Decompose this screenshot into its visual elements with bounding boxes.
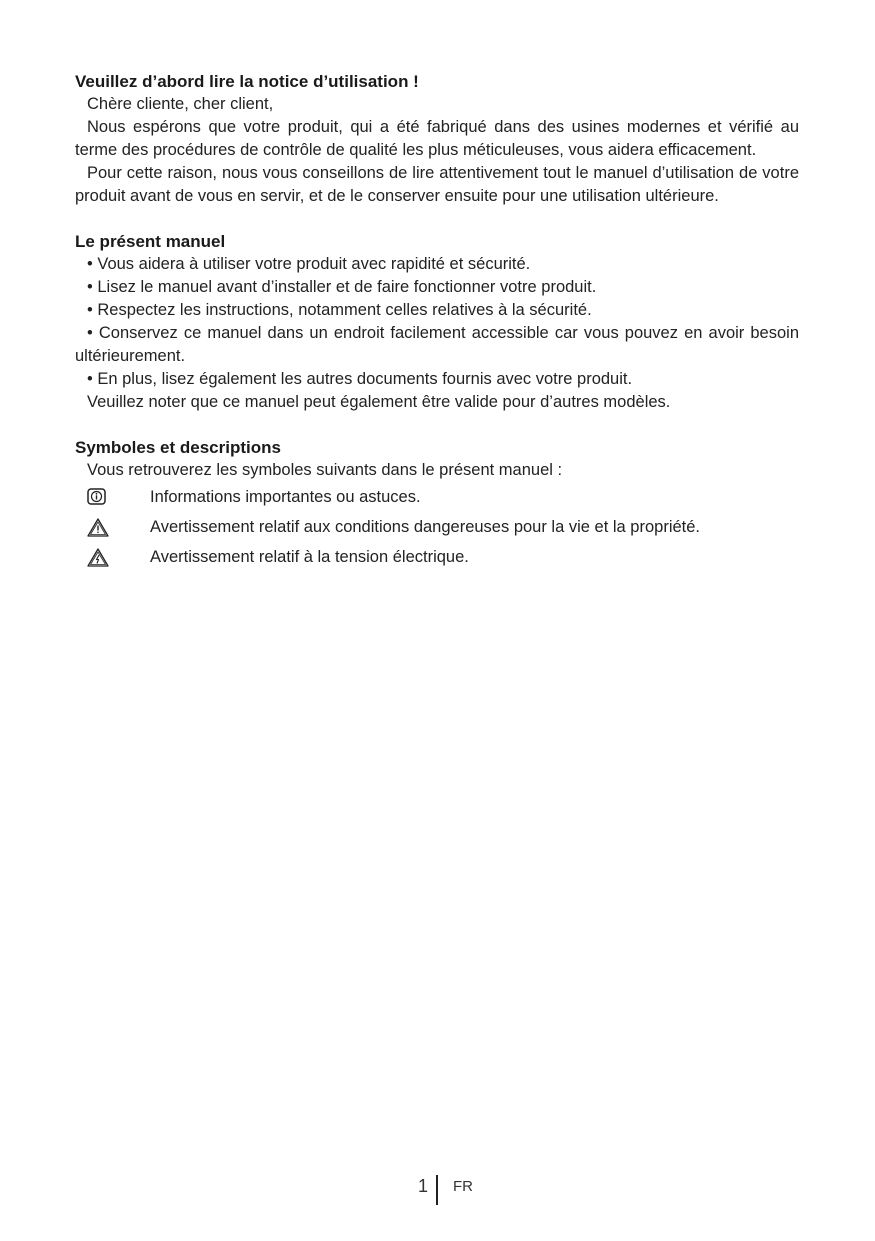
list-item: • Vous aidera à utiliser votre produit avec rapidité et sécurité. (87, 255, 531, 273)
electric-warning-icon (75, 546, 150, 568)
symbol-row-info (75, 482, 799, 512)
symbol-row-electric (75, 542, 799, 572)
footer-divider (436, 1175, 438, 1205)
warning-icon (75, 516, 150, 538)
section-heading-symbols: Symboles et descriptions (75, 438, 281, 457)
symbol-description: Avertissement relatif aux conditions dangereuses pour la vie et la propriété. (150, 517, 701, 536)
symbol-row-warning (75, 512, 799, 542)
list-item: • Lisez le manuel avant d’installer et de faire fonctionner votre produit. (87, 278, 597, 296)
section-heading-manual: Le présent manuel (75, 232, 226, 251)
intro-paragraph: Nous espérons que votre produit, qui a été fabriqué dans des usines modernes et vérifié au terme des procédures de contrôle de qualité les plus méticuleuses, vous aidera efficacement. (75, 118, 799, 159)
salutation: Chère cliente, cher client, (87, 95, 274, 113)
list-item: • Conservez ce manuel dans un endroit facilement accessible car vous pouvez en avoir besoin ultérieurement. (75, 324, 799, 365)
symbols-intro: Vous retrouverez les symboles suivants dans le présent manuel : (87, 461, 563, 479)
page-number: 1 (418, 1176, 429, 1196)
page-footer (0, 1175, 875, 1205)
models-note: Veuillez noter que ce manuel peut également être valide pour d’autres modèles. (87, 393, 671, 411)
info-icon (75, 486, 150, 508)
section-heading-read-first: Veuillez d’abord lire la notice d’utilisation ! (75, 72, 419, 91)
language-code: FR (453, 1178, 473, 1195)
list-item: • En plus, lisez également les autres documents fournis avec votre produit. (87, 370, 633, 388)
symbol-description: Informations importantes ou astuces. (150, 487, 421, 506)
document-body (75, 70, 799, 572)
list-item: • Respectez les instructions, notamment celles relatives à la sécurité. (87, 301, 592, 319)
symbol-description: Avertissement relatif à la tension électrique. (150, 547, 469, 566)
advice-paragraph: Pour cette raison, nous vous conseillons de lire attentivement tout le manuel d’utilisation de votre produit avant de vous en servir, et de le conserver ensuite pour une utilisation ultérieure. (75, 164, 799, 205)
